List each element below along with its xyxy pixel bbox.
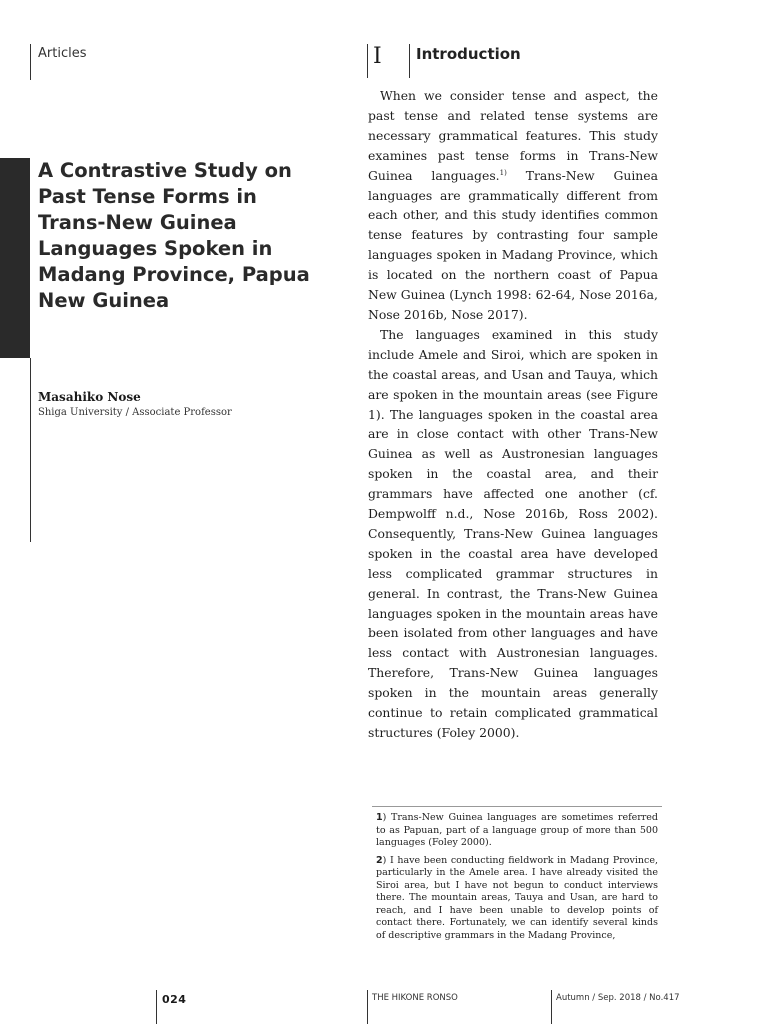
- section-divider-right: [409, 44, 410, 78]
- section-label: Articles: [38, 46, 87, 61]
- paragraph-2: The languages examined in this study include Amele and Siroi, which are spoken in the coastal areas, and Usan and Tauya, which are spoken in the mountain areas (see Figure 1). The languages spoken in the coastal area are in close contact with other Trans-New Guinea as well as Austronesian languages spoken in the coastal area, and their grammars have affected one another (cf. Dempwolff n.d., Nose 2016b, Ross 2002). Consequently, Trans-New Guinea languages spoken in the coastal area have developed less complicated grammar structures in general. In contrast, the Trans-New Guinea languages spoken in the mountain areas have been isolated from other languages and have less contact with Austronesian languages. Therefore, Trans-New Guinea languages spoken in the mountain areas generally continue to retain complicated grammatical structures (Foley 2000).: [368, 326, 658, 740]
- section-number: I: [373, 44, 382, 69]
- section-title: Introduction: [416, 45, 521, 63]
- header-divider: [30, 44, 31, 80]
- footer-divider-journal: [367, 990, 368, 1024]
- article-title: A Contrastive Study on Past Tense Forms in Trans-New Guinea Languages Spoken in Madang Province, Papua New Guinea: [38, 159, 310, 312]
- footer-divider-page: [156, 990, 157, 1024]
- section-divider-left: [367, 44, 368, 78]
- footer-divider-issue: [551, 990, 552, 1024]
- footnote-2: 2) I have been conducting fieldwork in Madang Province, particularly in the Amele area. I have already visited the Siroi area, but I have not begun to conduct interviews there. The mountain areas, Tauya and Usan, are hard to reach, and I have been unable to develop points of contact there. Fortunately, we can identify several kinds of descriptive grammars in the Madang Province,: [376, 854, 658, 941]
- journal-name: THE HIKONE RONSO: [372, 993, 458, 1003]
- left-margin-rule: [30, 358, 31, 542]
- footnote-1: 1) Trans-New Guinea languages are sometimes referred to as Papuan, part of a language group of more than 500 languages (Foley 2000).: [376, 812, 658, 848]
- author-name: Masahiko Nose: [38, 390, 141, 404]
- title-accent-bar: [0, 158, 30, 358]
- page-number: 024: [162, 993, 187, 1006]
- footnote-ref-1[interactable]: 1): [499, 168, 507, 177]
- body-text: [368, 86, 658, 743]
- author-affiliation: Shiga University / Associate Professor: [38, 407, 232, 418]
- footnote-rule: [372, 806, 662, 807]
- footnotes: [376, 812, 658, 947]
- paragraph-1: When we consider tense and aspect, the past tense and related tense systems are necessary grammatical features. This study examines past tense forms in Trans-New Guinea languages.$^{1)}$ Trans-New Guinea languages are grammatically different from each other, and this study identifies common tense features by contrasting four sample languages spoken in Madang Province, which is located on the northern coast of Papua New Guinea (Lynch 1998: 62-64, Nose 2016a, Nose 2016b, Nose 2017).: [368, 88, 658, 322]
- issue-info: Autumn / Sep. 2018 / No.417: [556, 993, 680, 1003]
